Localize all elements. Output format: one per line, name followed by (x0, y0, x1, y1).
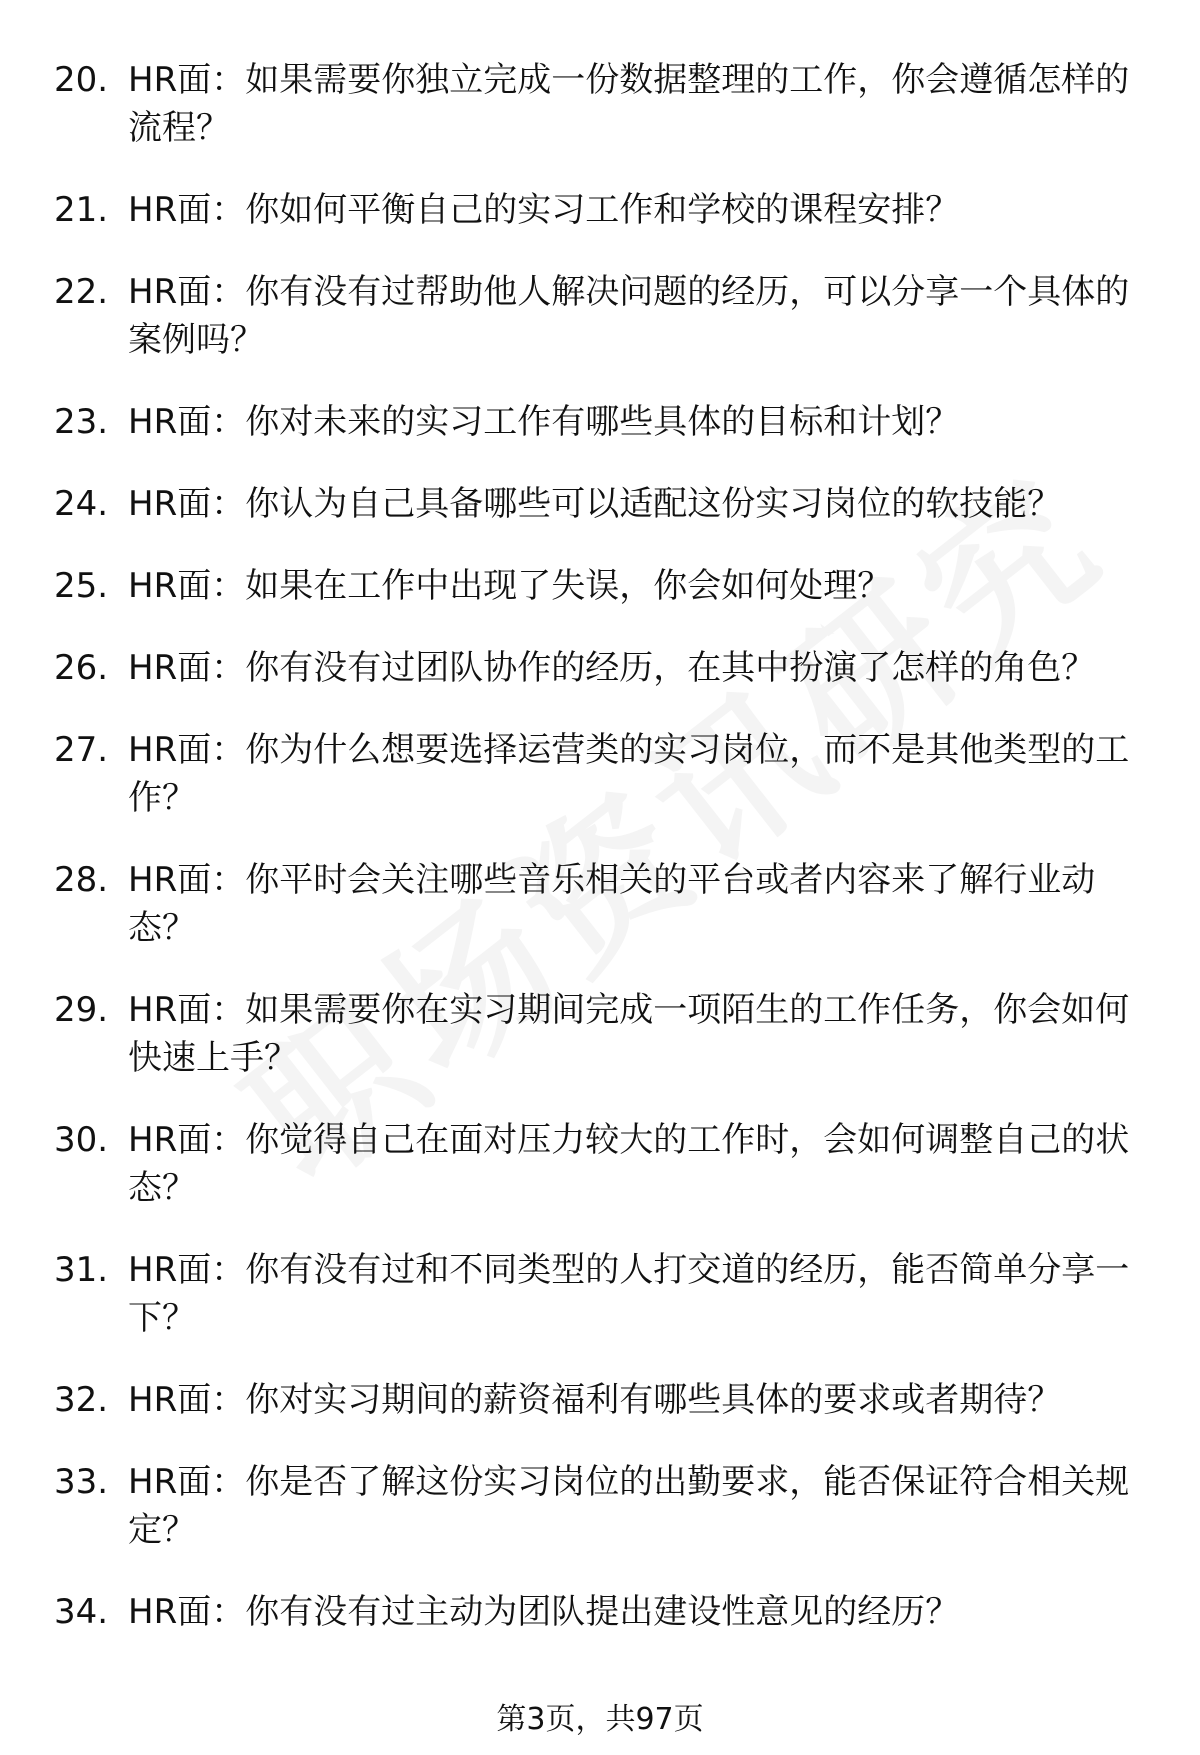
question-number: 27. (54, 730, 109, 770)
question-item (0, 1588, 1200, 1636)
question-item (0, 644, 1200, 692)
question-text: HR面：你平时会关注哪些音乐相关的平台或者内容来了解行业动态？ (128, 860, 1096, 948)
question-list (0, 56, 1200, 1670)
page-footer: 第3页，共97页 (496, 1702, 704, 1737)
question-item (0, 56, 1200, 152)
question-text: HR面：你有没有过和不同类型的人打交道的经历，能否简单分享一下？ (128, 1250, 1130, 1338)
question-text: HR面：如果需要你在实习期间完成一项陌生的工作任务，你会如何快速上手？ (128, 990, 1130, 1078)
question-item (0, 1246, 1200, 1342)
question-number: 34. (54, 1592, 109, 1632)
question-number: 32. (54, 1380, 109, 1420)
question-number: 22. (54, 272, 109, 312)
question-item (0, 986, 1200, 1082)
question-text: HR面：如果需要你独立完成一份数据整理的工作，你会遵循怎样的流程？ (128, 60, 1130, 148)
question-item (0, 480, 1200, 528)
question-number: 33. (54, 1462, 109, 1502)
question-number: 28. (54, 860, 109, 900)
question-item (0, 856, 1200, 952)
question-text: HR面：你对未来的实习工作有哪些具体的目标和计划？ (128, 402, 960, 442)
question-item (0, 726, 1200, 822)
question-number: 31. (54, 1250, 109, 1290)
question-text: HR面：你如何平衡自己的实习工作和学校的课程安排？ (128, 190, 960, 230)
question-item (0, 1376, 1200, 1424)
question-text: HR面：如果在工作中出现了失误，你会如何处理？ (128, 566, 892, 606)
question-item (0, 562, 1200, 610)
question-number: 24. (54, 484, 109, 524)
question-text: HR面：你有没有过主动为团队提出建设性意见的经历？ (128, 1592, 960, 1632)
question-item (0, 268, 1200, 364)
question-item (0, 398, 1200, 446)
question-number: 21. (54, 190, 109, 230)
question-item (0, 1116, 1200, 1212)
question-number: 30. (54, 1120, 109, 1160)
question-number: 25. (54, 566, 109, 606)
question-text: HR面：你是否了解这份实习岗位的出勤要求，能否保证符合相关规定？ (128, 1462, 1130, 1550)
question-item (0, 186, 1200, 234)
question-text: HR面：你认为自己具备哪些可以适配这份实习岗位的软技能？ (128, 484, 1062, 524)
question-item (0, 1458, 1200, 1554)
question-text: HR面：你有没有过帮助他人解决问题的经历，可以分享一个具体的案例吗？ (128, 272, 1130, 360)
question-number: 29. (54, 990, 109, 1030)
question-text: HR面：你对实习期间的薪资福利有哪些具体的要求或者期待？ (128, 1380, 1062, 1420)
question-number: 23. (54, 402, 109, 442)
question-text: HR面：你觉得自己在面对压力较大的工作时，会如何调整自己的状态？ (128, 1120, 1130, 1208)
question-number: 26. (54, 648, 109, 688)
question-text: HR面：你有没有过团队协作的经历，在其中扮演了怎样的角色？ (128, 648, 1096, 688)
question-number: 20. (54, 60, 109, 100)
question-text: HR面：你为什么想要选择运营类的实习岗位，而不是其他类型的工作？ (128, 730, 1130, 818)
